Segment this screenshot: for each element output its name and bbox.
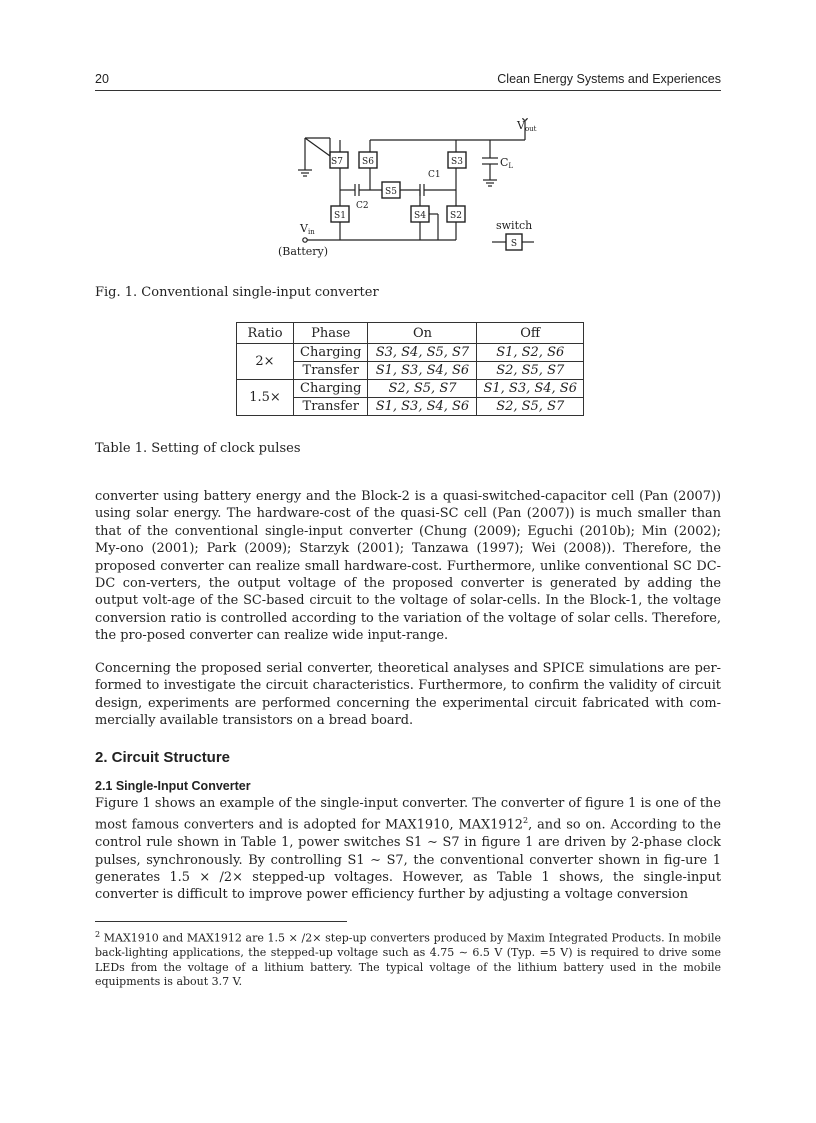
label-cl: CL <box>500 156 514 170</box>
label-s4: S4 <box>414 211 426 221</box>
phase-cell: Charging <box>294 344 368 362</box>
label-switch: switch <box>496 219 533 232</box>
label-battery: (Battery) <box>278 245 329 258</box>
footnote <box>95 928 721 990</box>
label-c1: C1 <box>428 170 441 180</box>
off-cell: S1, S3, S4, S6 <box>477 380 584 398</box>
footnote-mark: 2 <box>95 930 101 939</box>
table-row <box>237 344 584 362</box>
on-cell: S1, S3, S4, S6 <box>368 398 477 416</box>
footnote-text: MAX1910 and MAX1912 are 1.5 × /2× step-up converters produced by Maxim Integrated Products. In mobile back-lighting applications, the stepped-up voltage such as 4.75 ∼ 6.5 V (Typ. =5 V) is required to drive some LEDs from the voltage of a lithium battery. The typical voltage of the lithium battery used in the mobile equipments is about 3.7 V. <box>95 931 721 989</box>
ratio-cell: 1.5× <box>237 380 294 416</box>
label-s7: S7 <box>331 157 343 167</box>
phase-cell: Charging <box>294 380 368 398</box>
circuit-diagram <box>270 118 560 268</box>
table-row <box>237 380 584 398</box>
off-cell: S1, S2, S6 <box>477 344 584 362</box>
body-paragraph-1: converter using battery energy and the Block-2 is a quasi-switched-capacitor cell (Pan (2007)) using solar energy. The hardware-cost of the quasi-SC cell (Pan (2007)) is much smaller than that of the conventional single-input converter (Chung (2009); Eguchi (2010b); Min (2002); My-ono (2001); Park (2009); Starzyk (2001); Tanzawa (1997); Wei (2008)). Therefore, the proposed converter can realize small hardware-cost. Furthermore, unlike conventional SC DC-DC con-verters, the output voltage of the proposed converter is generated by adding the output volt-age of the SC-based circuit to the voltage of solar-cells. In the Block-1, the voltage conversion ratio is controlled according to the variation of the voltage of solar cells. Therefore, the pro-posed converter can realize wide input-range. <box>95 489 721 644</box>
phase-cell: Transfer <box>294 362 368 380</box>
page-header <box>95 72 721 91</box>
load-capacitor-icon <box>482 140 498 186</box>
vin-terminal <box>303 238 307 242</box>
section-paragraph-part-a: Figure 1 shows an example of the single-input converter. The converter of figure 1 is one of the most famous converters and is adopted for MAX1910, MAX1912 <box>95 796 721 833</box>
on-cell: S1, S3, S4, S6 <box>368 362 477 380</box>
label-c2: C2 <box>356 201 369 211</box>
off-cell: S2, S5, S7 <box>477 398 584 416</box>
label-s3: S3 <box>451 157 463 167</box>
clock-pulse-table <box>236 322 584 416</box>
label-switch-s: S <box>510 239 518 249</box>
ground-left-icon <box>298 138 312 176</box>
on-cell: S3, S4, S5, S7 <box>368 344 477 362</box>
figure-caption: Fig. 1. Conventional single-input converter <box>95 285 379 300</box>
table-header-row <box>237 323 584 344</box>
footnote-ref: 2 <box>523 816 529 826</box>
label-s6: S6 <box>362 157 374 167</box>
label-vout: Vout <box>517 119 537 133</box>
label-vin: Vin <box>300 222 315 236</box>
subsection-heading: 2.1 Single-Input Converter <box>95 779 251 793</box>
section-heading: 2. Circuit Structure <box>95 749 231 766</box>
running-title: Clean Energy Systems and Experiences <box>497 72 721 86</box>
table-header-cell: Off <box>477 323 584 344</box>
table-caption: Table 1. Setting of clock pulses <box>95 441 301 456</box>
label-s1: S1 <box>334 211 346 221</box>
table-header-cell: On <box>368 323 477 344</box>
page-number: 20 <box>95 72 109 86</box>
section-paragraph-part-b: , and so on. According to the control rule shown in Table 1, power switches S1 ∼ S7 in figure 1 are driven by 2-phase clock pulses, synchronously. By controlling S1 ∼ S7, the conventional converter shown in fig-ure 1 generates 1.5 × /2× stepped-up voltages. However, as Table 1 shows, the single-input converter is difficult to improve power efficiency further by adjusting a voltage conversion <box>95 817 721 903</box>
on-cell: S2, S5, S7 <box>368 380 477 398</box>
table-header-cell: Phase <box>294 323 368 344</box>
table-header-cell: Ratio <box>237 323 294 344</box>
phase-cell: Transfer <box>294 398 368 416</box>
ratio-cell: 2× <box>237 344 294 380</box>
label-s2: S2 <box>450 211 462 221</box>
section-paragraph <box>95 795 721 904</box>
off-cell: S2, S5, S7 <box>477 362 584 380</box>
body-paragraph-2: Concerning the proposed serial converter, theoretical analyses and SPICE simulations are per-formed to investigate the circuit characteristics. Furthermore, to confirm the validity of circuit design, experiments are performed concerning the experimental circuit fabricated with com-mercially available transistors on a bread board. <box>95 661 721 729</box>
footnote-divider <box>95 921 347 922</box>
label-s5: S5 <box>385 187 397 197</box>
